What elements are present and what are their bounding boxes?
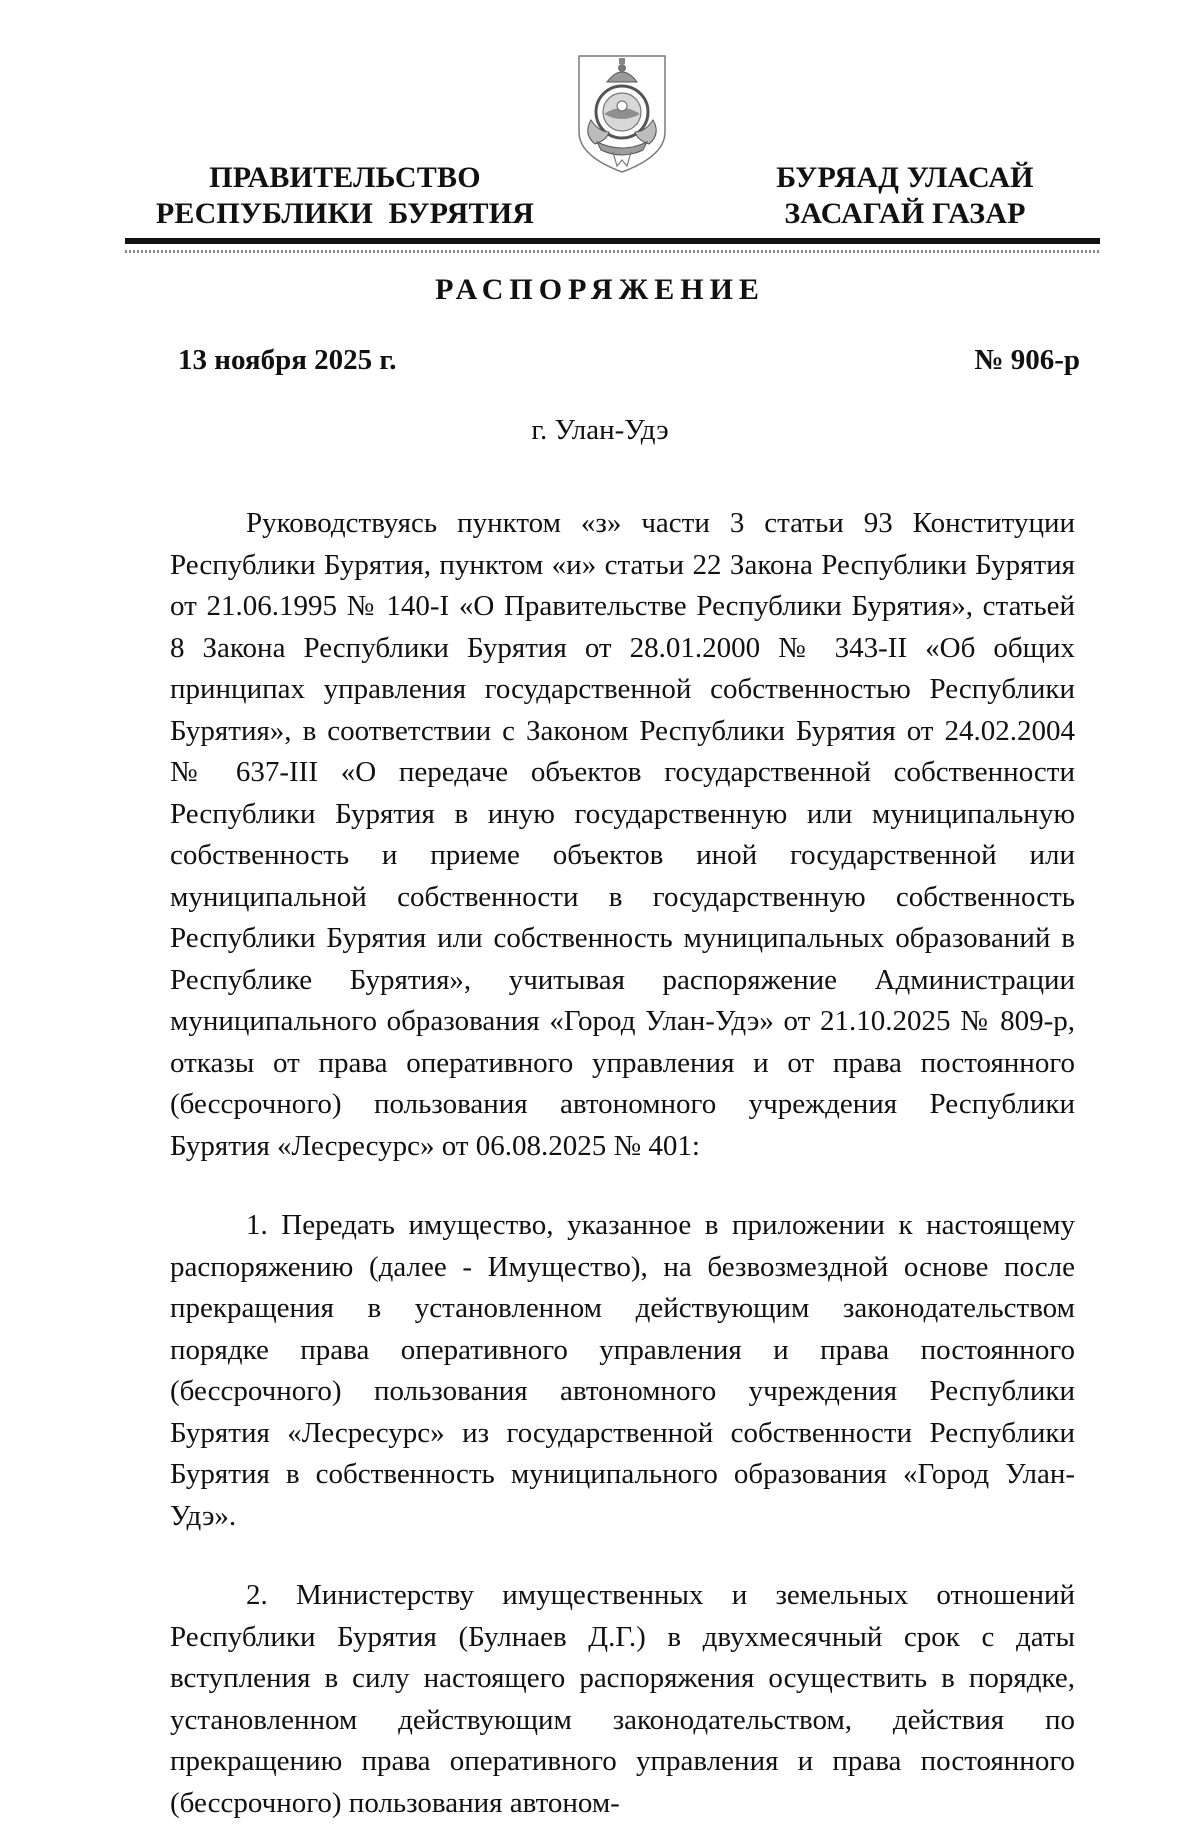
org-name-russian-line2: РЕСПУБЛИКИ БУРЯТИЯ xyxy=(155,197,535,230)
header-divider-thin xyxy=(125,250,1100,253)
coat-of-arms-icon xyxy=(573,48,671,176)
document-type-title: РАСПОРЯЖЕНИЕ xyxy=(435,273,765,306)
org-name-buryat-line1: БУРЯАД УЛАСАЙ xyxy=(776,161,1034,194)
header-divider-thick xyxy=(125,238,1100,244)
org-name-buryat-line2: ЗАСАГАЙ ГАЗАР xyxy=(784,197,1026,230)
item-2-paragraph: 2. Министерству имущественных и земельных отношений Республики Бурятия (Булнаев Д.Г.) в двухмесячный срок с даты вступления в силу настоящего распоряжения осуществить в порядке, установленном действующим законодательством, действия по прекращению права оперативного управления и права постоянного (бессрочного) пользования автоном- xyxy=(170,1579,1075,1819)
preamble-paragraph: Руководствуясь пунктом «з» части 3 статьи 93 Конституции Республики Бурятия, пунктом «и» статьи 22 Закона Республики Бурятия от 21.06.1995 № 140-I «О Правительстве Республики Бурятия», статьей 8 Закона Республики Бурятия от 28.01.2000 № 343-II «Об общих принципах управления государственной собственностью Республики Бурятия», в соответствии с Законом Республики Бурятия от 24.02.2004 № 637-III «О передаче объектов государственной собственности Республики Бурятия в иную государственную или муниципальную собственность и приеме объектов иной государственной или муниципальной собственности в государственную собственность Республики Бурятия или собственность муниципальных образований в Республике Бурятия», учитывая распоряжение Администрации муниципального образования «Город Улан-Удэ» от 21.10.2025 № 809-р, отказы от права оперативного управления и от права постоянного (бессрочного) пользования автономного учреждения Республики Бурятия «Лесресурс» от 06.08.2025 № 401: xyxy=(170,507,1075,1162)
document-city: г. Улан-Удэ xyxy=(531,414,669,446)
org-name-russian-line1: ПРАВИТЕЛЬСТВО xyxy=(209,161,481,194)
item-1-paragraph: 1. Передать имущество, указанное в приложении к настоящему распоряжению (далее - Имущество), на безвозмездной основе после прекращения в установленном действующим законодательством порядке права оперативного управления и права постоянного (бессрочного) пользования автономного учреждения Республики Бурятия «Лесресурс» из государственной собственности Республики Бурятия в собственность муниципального образования «Город Улан-Удэ». xyxy=(170,1209,1075,1532)
org-name-russian xyxy=(140,160,550,232)
document-body xyxy=(170,503,1075,1824)
document-date: 13 ноября 2025 г. xyxy=(178,344,397,376)
org-name-buryat xyxy=(730,160,1080,232)
document-number: № 906-р xyxy=(974,344,1080,376)
